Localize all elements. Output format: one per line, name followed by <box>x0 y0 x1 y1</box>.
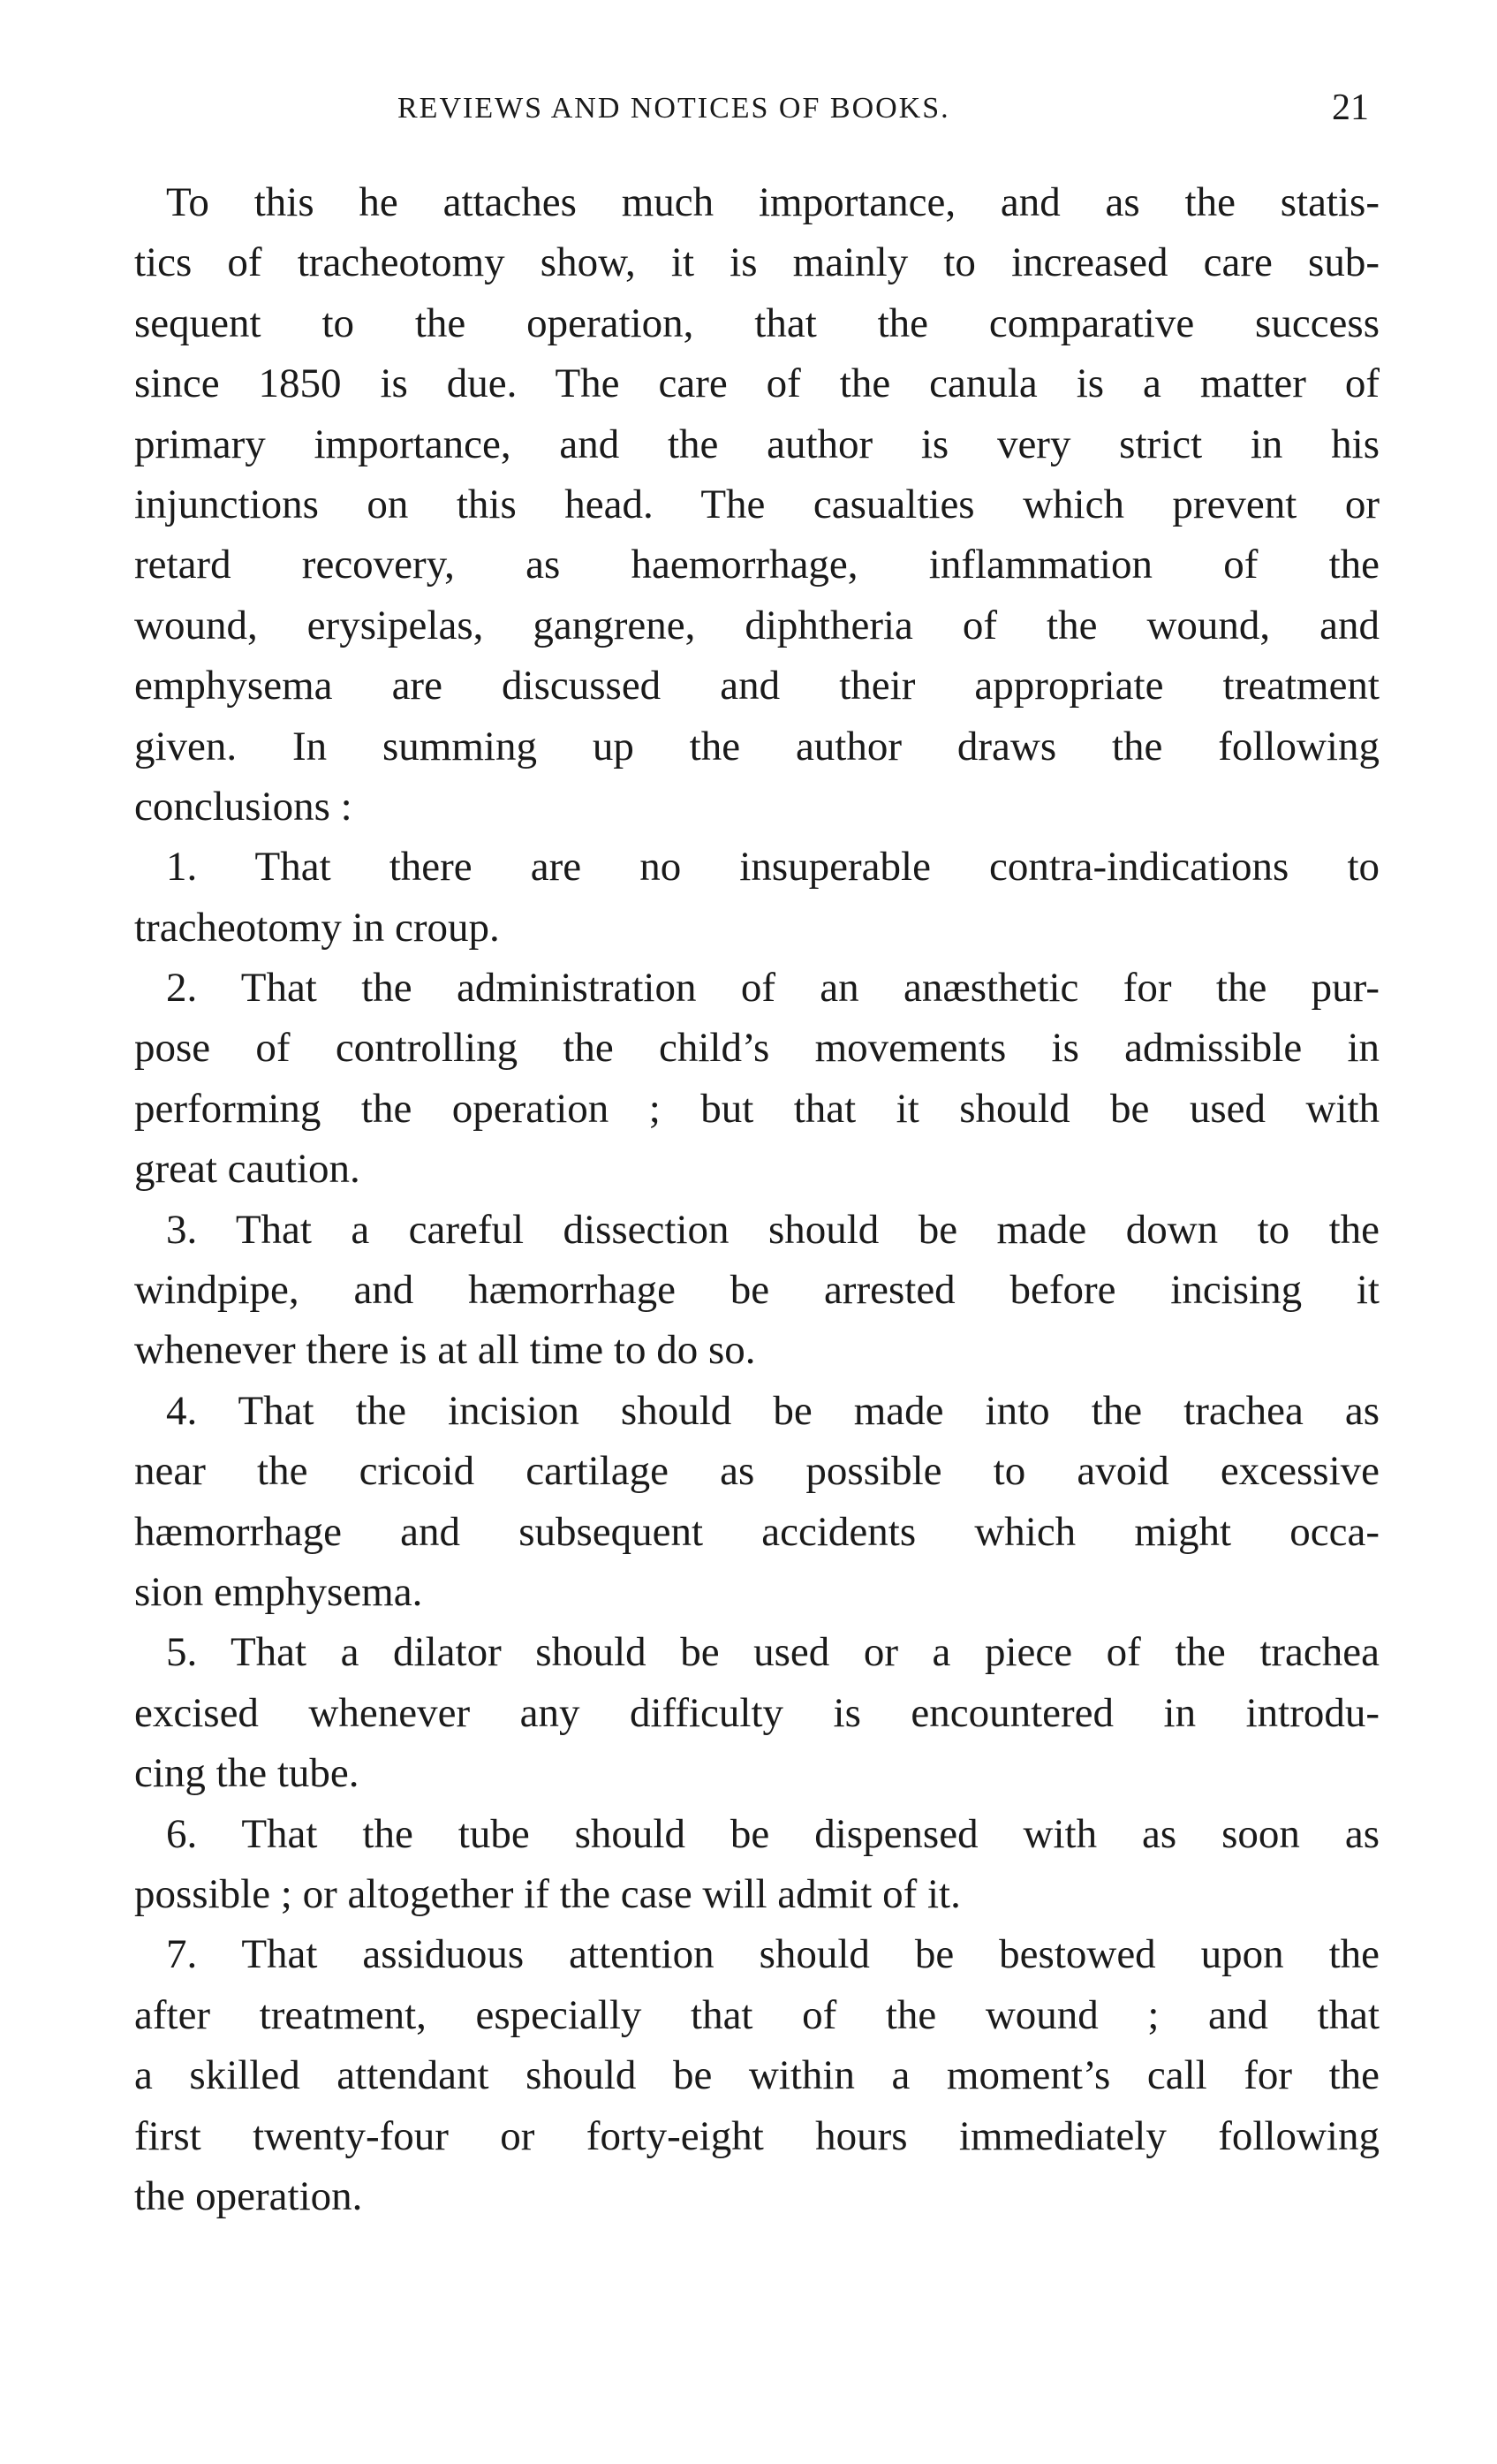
text-line: near the cricoid cartilage as possible to avoid excessive <box>134 1448 1380 1495</box>
text-line: after treatment, especially that of the wound ; and that <box>134 1991 1380 2038</box>
text-line: retard recovery, as haemorrhage, inflammation of the <box>134 542 1380 588</box>
text-line: given. In summing up the author draws the following <box>134 723 1380 770</box>
text-line: injunctions on this head. The casualties which prevent or <box>134 481 1380 527</box>
text-line: To this he attaches much importance, and as the statis- <box>166 179 1380 225</box>
running-head: REVIEWS AND NOTICES OF BOOKS. <box>397 92 950 125</box>
text-line: first twenty-four or forty-eight hours immediately following <box>134 2112 1380 2159</box>
text-line: possible ; or altogether if the case will admit of it. <box>134 1870 961 1917</box>
text-line: tracheotomy in croup. <box>134 904 500 951</box>
text-line: great caution. <box>134 1146 360 1193</box>
text-line: primary importance, and the author is very strict in his <box>134 421 1380 467</box>
text-line: pose of controlling the child’s movements is admissible in <box>134 1025 1380 1072</box>
text-line: sion emphysema. <box>134 1568 423 1615</box>
text-line: conclusions : <box>134 783 352 830</box>
text-line: 7. That assiduous attention should be bestowed upon the <box>166 1931 1380 1978</box>
text-line: 1. That there are no insuperable contra-indications to <box>166 844 1380 891</box>
page-number: 21 <box>1332 87 1369 128</box>
text-line: emphysema are discussed and their appropriate treatment <box>134 663 1380 709</box>
text-line: 4. That the incision should be made into the trachea as <box>166 1387 1380 1434</box>
text-line: 6. That the tube should be dispensed with as soon as <box>166 1810 1380 1857</box>
text-line: whenever there is at all time to do so. <box>134 1327 756 1374</box>
text-line: excised whenever any difficulty is encountered in introdu- <box>134 1689 1380 1736</box>
body-text <box>134 172 1380 2226</box>
text-line: tics of tracheotomy show, it is mainly to increased care sub- <box>134 239 1380 286</box>
text-line: hæmorrhage and subsequent accidents which might occa- <box>134 1508 1380 1555</box>
text-line: cing the tube. <box>134 1750 359 1797</box>
text-line: performing the operation ; but that it should be used with <box>134 1085 1380 1132</box>
text-line: a skilled attendant should be within a moment’s call for the <box>134 2052 1380 2099</box>
text-line: 2. That the administration of an anæsthetic for the pur- <box>166 965 1380 1012</box>
page-header <box>132 87 1369 140</box>
text-line: since 1850 is due. The care of the canula is a matter of <box>134 360 1380 407</box>
text-line: 5. That a dilator should be used or a piece of the trachea <box>166 1629 1380 1676</box>
text-line: windpipe, and hæmorrhage be arrested before incising it <box>134 1267 1380 1314</box>
text-line: sequent to the operation, that the comparative success <box>134 299 1380 346</box>
text-line: wound, erysipelas, gangrene, diphtheria of the wound, and <box>134 602 1380 648</box>
text-line: 3. That a careful dissection should be made down to the <box>166 1206 1380 1253</box>
text-line: the operation. <box>134 2172 363 2219</box>
